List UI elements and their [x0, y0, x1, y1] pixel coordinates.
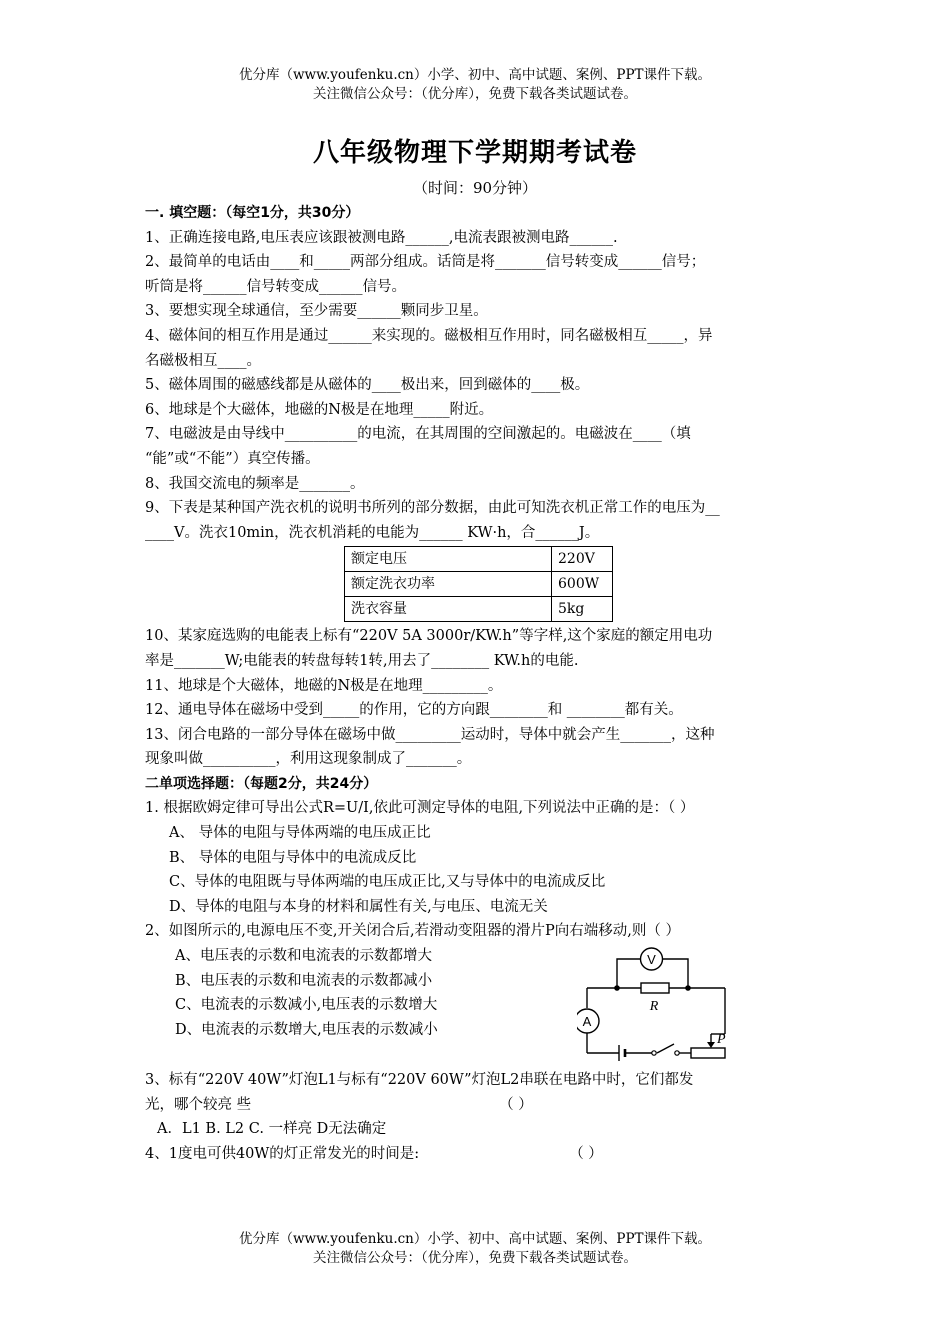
question-1-4a: 4、磁体间的相互作用是通过______来实现的。磁极相互作用时，同名磁极相互_____，异: [145, 327, 713, 344]
header-line-1: 优分库（www.youfenku.cn）小学、初中、高中试题、案例、PPT课件下载。: [238, 67, 712, 83]
section1-heading: 一. 填空题：（每空1分，共30分）: [145, 205, 360, 221]
question-1-5: 5、磁体周围的磁感线都是从磁体的____极出来，回到磁体的____极。: [145, 377, 590, 394]
question-1-13b: 现象叫做__________，利用这现象制成了_______。: [145, 751, 472, 768]
table-cell-label: 额定电压: [345, 547, 552, 572]
question-2-1-option-c: C、导体的电阻既与导体两端的电压成正比,又与导体中的电流成反比: [169, 874, 606, 891]
question-1-10a: 10、某家庭选购的电能表上标有“220V 5A 3000r/KW.h”等字样,这个家庭的额定用电功: [145, 628, 713, 645]
question-2-3-options: A．L1 B. L2 C. 一样亮 D无法确定: [157, 1121, 387, 1138]
junction-dot-left: [614, 985, 620, 991]
question-2-3-paren: （ ）: [499, 1096, 533, 1113]
question-1-2b: 听筒是将______信号转变成______信号。: [145, 278, 406, 295]
header-line-2: 关注微信公众号：（优分库），免费下载各类试题试卷。: [313, 86, 637, 102]
footer-line-2: 关注微信公众号：（优分库），免费下载各类试题试卷。: [313, 1250, 637, 1266]
question-2-1-option-b: B、 导体的电阻与导体中的电流成反比: [169, 849, 417, 866]
washer-spec-table: [344, 546, 613, 622]
question-2-3-stem-b-text: 光，哪个较亮 些: [145, 1096, 252, 1113]
exam-content: [145, 201, 807, 1166]
question-2-2-body: [145, 944, 807, 1068]
question-1-1: 1、正确连接电路,电压表应该跟被测电路______,电流表跟被测电路______.: [145, 229, 618, 246]
question-2-2-option-d: D、电流表的示数增大,电压表的示数减小: [175, 1021, 438, 1038]
question-2-3-stem-b: [145, 1093, 807, 1118]
table-cell-value: 5kg: [552, 597, 613, 622]
question-1-2a: 2、最简单的电话由____和_____两部分组成。话筒是将_______信号转变成______信号；: [145, 254, 706, 271]
question-1-7a: 7、电磁波是由导线中__________的电流，在其周围的空间激起的。电磁波在____（填: [145, 426, 691, 443]
question-1-6: 6、地球是个大磁体，地磁的N极是在地理_____附近。: [145, 401, 494, 418]
circuit-diagram: [577, 946, 741, 1064]
footer-line-1: 优分库（www.youfenku.cn）小学、初中、高中试题、案例、PPT课件下载。: [238, 1231, 712, 1247]
question-2-4-stem-line: [145, 1142, 807, 1167]
table-cell-value: 600W: [552, 572, 613, 597]
switch-contact-right: [675, 1051, 679, 1055]
page-header: [0, 66, 950, 104]
question-2-2-option-a: A、电压表的示数和电流表的示数都增大: [175, 948, 432, 965]
question-2-1-stem: 1. 根据欧姆定律可导出公式R=U/I,依此可测定导体的电阻,下列说法中正确的是：（ ）: [145, 800, 695, 817]
resistor-label: R: [649, 999, 659, 1015]
question-2-2-option-b: B、电压表的示数和电流表的示数都减小: [175, 972, 433, 989]
question-1-13a: 13、闭合电路的一部分导体在磁场中做_________运动时，导体中就会产生_______，这种: [145, 726, 715, 743]
question-1-9b: ____V。洗衣10min，洗衣机消耗的电能为______ KW·h，合______J。: [145, 524, 600, 541]
question-2-1-option-d: D、导体的电阻与本身的材料和属性有关,与电压、电流无关: [169, 898, 548, 915]
wire-voltmeter-left: [617, 959, 640, 988]
table-row: [345, 547, 613, 572]
rheostat-icon: [691, 1048, 725, 1058]
table-row: [345, 572, 613, 597]
voltmeter-label: V: [647, 952, 656, 968]
junction-dot-right: [685, 985, 691, 991]
question-1-10b: 率是_______W;电能表的转盘每转1转,用去了________ KW.h的电能.: [145, 652, 579, 669]
slider-arrow-icon: [707, 1042, 715, 1048]
page-footer: [0, 1230, 950, 1268]
question-2-2-stem: 2、如图所示的,电源电压不变,开关闭合后,若滑动变阻器的滑片P向右端移动,则（ ）: [145, 923, 681, 940]
section2-heading: 二单项选择题：（每题2分，共24分）: [145, 775, 378, 792]
exam-duration: （时间：90分钟）: [412, 179, 538, 197]
question-2-3-stem-a: 3、标有“220V 40W”灯泡L1与标有“220V 60W”灯泡L2串联在电路中时，它们都发: [145, 1072, 694, 1089]
page-title: 八年级物理下学期期考试卷: [312, 138, 637, 168]
resistor-icon: [641, 983, 669, 993]
slider-label: P: [717, 1032, 726, 1048]
question-2-2-option-c: C、电流表的示数减小,电压表的示数增大: [175, 997, 438, 1014]
question-2-4-stem: 4、1度电可供40W的灯正常发光的时间是:: [145, 1145, 420, 1162]
question-1-12: 12、通电导体在磁场中受到_____的作用，它的方向跟________和 ________都有关。: [145, 702, 683, 719]
table-cell-value: 220V: [552, 547, 613, 572]
question-2-4-paren: （ ）: [569, 1145, 603, 1162]
switch-icon: [657, 1044, 674, 1053]
ammeter-label: A: [582, 1014, 592, 1030]
question-1-11: 11、地球是个大磁体，地磁的N极是在地理_________。: [145, 677, 503, 694]
question-1-8: 8、我国交流电的频率是_______。: [145, 475, 365, 492]
switch-contact-left: [652, 1051, 656, 1055]
question-2-2-options: [145, 944, 545, 1042]
table-row: [345, 597, 613, 622]
question-1-9a: 9、下表是某种国产洗衣机的说明书所列的部分数据，由此可知洗衣机正常工作的电压为__: [145, 500, 720, 517]
table-cell-label: 额定洗衣功率: [345, 572, 552, 597]
question-1-4b: 名磁极相互____。: [145, 352, 261, 369]
question-1-3: 3、要想实现全球通信，至少需要______颗同步卫星。: [145, 303, 488, 320]
question-2-1-option-a: A、 导体的电阻与导体两端的电压成正比: [169, 825, 431, 842]
question-1-7b: “能”或“不能”）真空传播。: [145, 450, 320, 467]
table-cell-label: 洗衣容量: [345, 597, 552, 622]
